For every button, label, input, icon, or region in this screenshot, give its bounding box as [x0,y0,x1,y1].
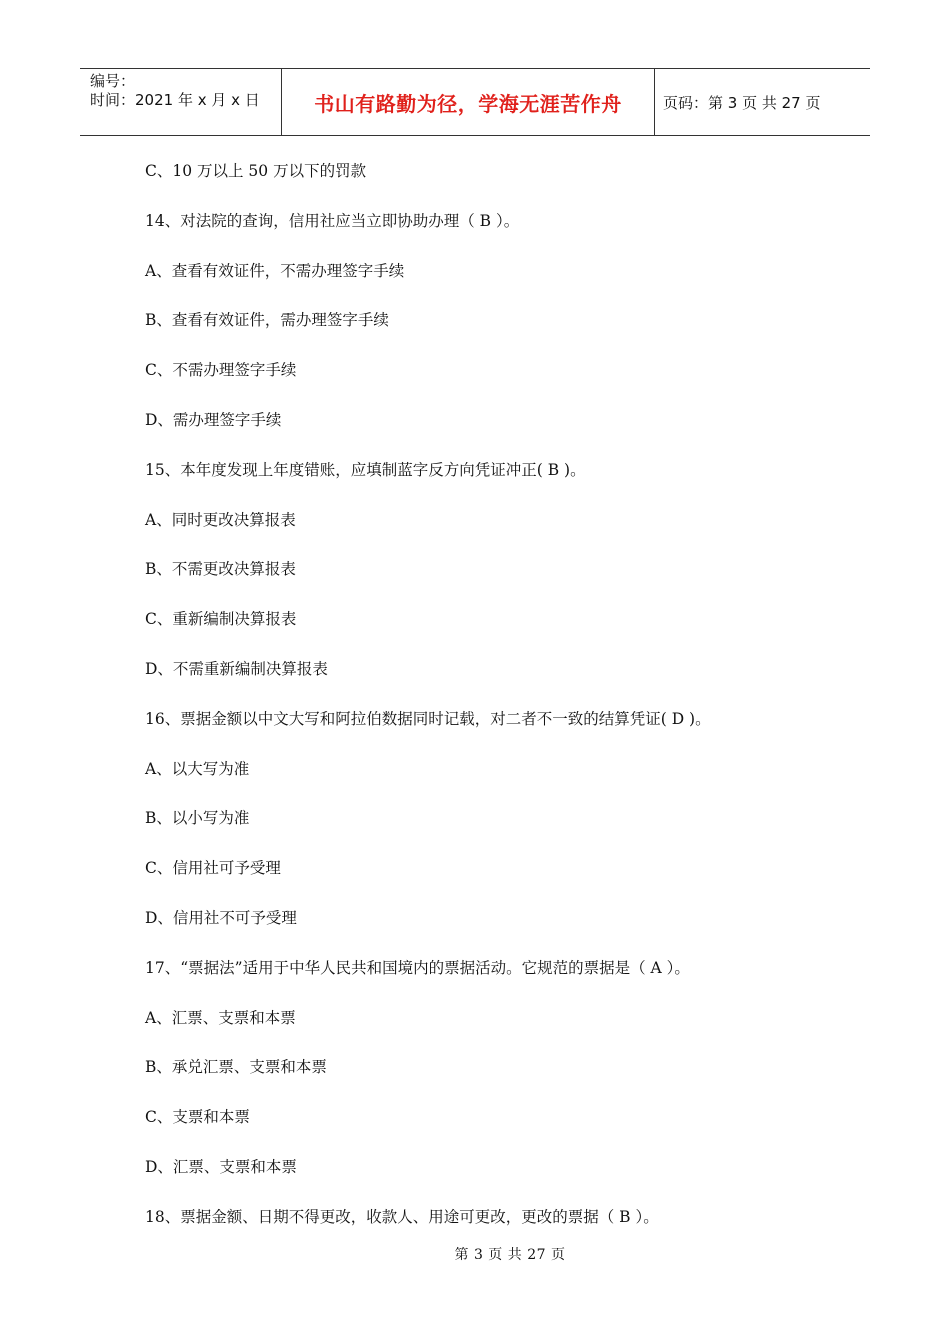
question-text: 15、本年度发现上年度错账，应填制蓝字反方向凭证冲正( B )。 [145,460,586,479]
header-motto: 书山有路勤为径，学海无涯苦作舟 [282,69,655,135]
option-text: A、同时更改决算报表 [145,510,296,529]
text-line: C、10 万以上 50 万以下的罚款 [145,162,367,180]
question-text: 18、票据金额、日期不得更改，收款人、用途可更改，更改的票据（ B ）。 [145,1207,659,1226]
header-page-number: 页码：第 3 页 共 27 页 [663,93,821,112]
option-text: A、汇票、支票和本票 [145,1008,296,1027]
option-text: B、承兑汇票、支票和本票 [145,1058,327,1077]
option-text: C、不需办理签字手续 [145,361,297,380]
option-text: A、查看有效证件，不需办理签字手续 [145,261,405,280]
option-text: B、查看有效证件，需办理签字手续 [145,311,389,330]
document-number-label: 编号： [90,72,136,90]
option-text: D、不需重新编制决算报表 [145,659,328,678]
question-list [145,158,845,1254]
option-text: D、信用社不可予受理 [145,908,297,927]
document-date-label: 时间：2021 年 x 月 x 日 [90,91,260,109]
question-text: 17、“票据法”适用于中华人民共和国境内的票据活动。它规范的票据是（ A ）。 [145,958,690,977]
option-text: D、汇票、支票和本票 [145,1157,297,1176]
page-header [80,68,870,136]
option-text: C、重新编制决算报表 [145,610,297,629]
page-footer: 第 3 页 共 27 页 [454,1247,566,1263]
header-meta [80,69,282,135]
question-text: 16、票据金额以中文大写和阿拉伯数据同时记载，对二者不一致的结算凭证( D )。 [145,709,711,728]
option-text: A、以大写为准 [145,759,250,778]
option-text: B、不需更改决算报表 [145,560,296,579]
option-text: D、需办理签字手续 [145,410,282,429]
option-text: C、信用社可予受理 [145,859,281,878]
option-text: C、支票和本票 [145,1108,250,1127]
question-text: 14、对法院的查询，信用社应当立即协助办理（ B ）。 [145,211,520,230]
option-text: B、以小写为准 [145,809,250,828]
